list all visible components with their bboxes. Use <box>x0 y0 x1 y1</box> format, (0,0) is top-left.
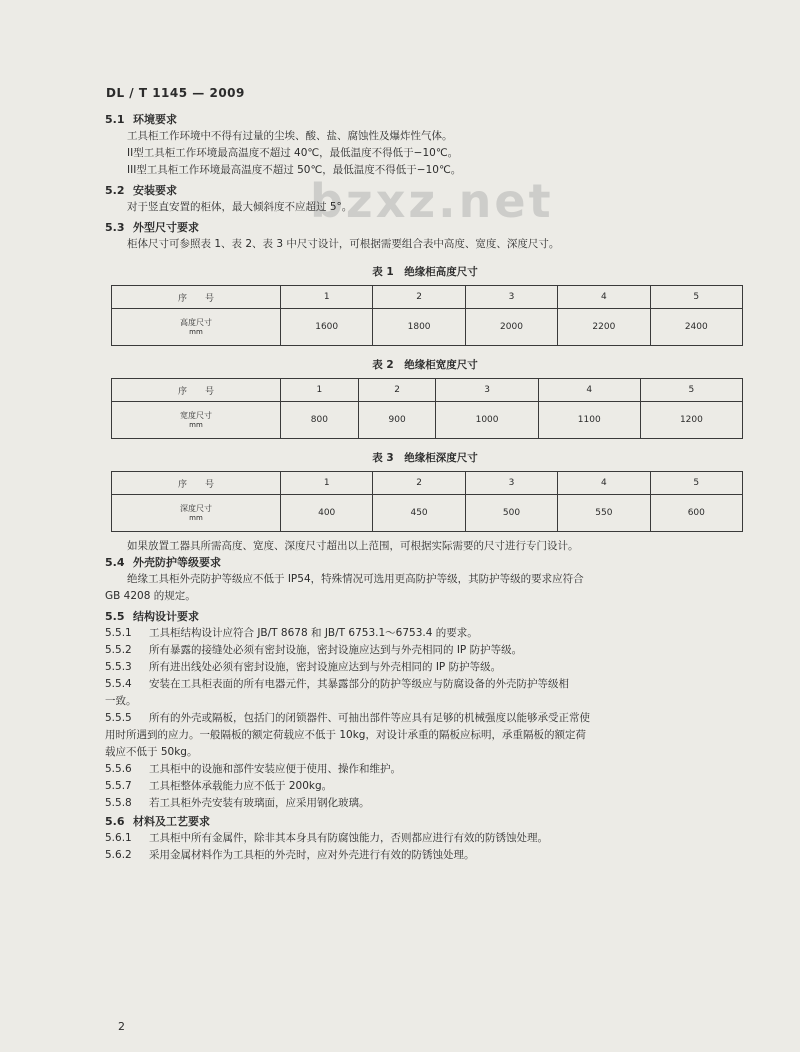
clause-continuation: 载应不低于 50kg。 <box>105 746 198 758</box>
section-number: 5.1 <box>105 113 125 126</box>
table-cell: 1800 <box>373 309 465 346</box>
table-header-cell: 1 <box>281 286 373 309</box>
section-heading <box>105 555 745 571</box>
section-number: 5.2 <box>105 184 125 197</box>
table-header-cell: 2 <box>373 286 465 309</box>
paragraph: III型工具柜工作环境最高温度不超过 50℃，最低温度不得低于−10℃。 <box>127 164 462 176</box>
clause <box>105 710 745 727</box>
clause-text: 工具柜中所有金属件，除非其本身具有防腐蚀能力，否则都应进行有效的防锈蚀处理。 <box>149 832 548 844</box>
table-header-cell: 1 <box>281 379 359 402</box>
table-cell: 800 <box>281 402 359 439</box>
table-row <box>112 402 743 439</box>
clause-number: 5.5.8 <box>105 797 132 809</box>
clause-text: 安装在工具柜表面的所有电器元件，其暴露部分的防护等级应与防腐设备的外壳防护等级相 <box>149 678 569 690</box>
section-title: 材料及工艺要求 <box>133 815 210 828</box>
clause-text: 若工具柜外壳安装有玻璃面，应采用钢化玻璃。 <box>149 797 370 809</box>
section-heading <box>105 814 745 830</box>
table-cell: 450 <box>373 495 465 532</box>
clause-number: 5.5.1 <box>105 627 132 639</box>
section-number: 5.6 <box>105 815 125 828</box>
paragraph: II型工具柜工作环境最高温度不超过 40℃，最低温度不得低于−10℃。 <box>127 147 459 159</box>
clause <box>105 659 745 676</box>
unit-text: mm <box>189 513 203 522</box>
clause-text: 所有进出线处必须有密封设施，密封设施应达到与外壳相同的 IP 防护等级。 <box>149 661 502 673</box>
table-row-label <box>112 402 281 439</box>
section-heading <box>105 220 745 236</box>
section-title: 外壳防护等级要求 <box>133 556 221 569</box>
table-cell: 1000 <box>436 402 538 439</box>
table-header-cell: 3 <box>436 379 538 402</box>
unit-text: mm <box>189 327 203 336</box>
table-cell: 2000 <box>465 309 557 346</box>
row-label-text: 深度尺寸 <box>180 503 212 513</box>
section-number: 5.5 <box>105 610 125 623</box>
table-header-cell: 序 号 <box>112 286 281 309</box>
section-title: 环境要求 <box>133 113 177 126</box>
clause-text: 工具柜整体承载能力应不低于 200kg。 <box>149 780 333 792</box>
clause <box>105 847 745 864</box>
table-cell: 500 <box>465 495 557 532</box>
table-header-cell: 2 <box>358 379 436 402</box>
table-header-row <box>112 472 743 495</box>
clause-number: 5.5.4 <box>105 678 132 690</box>
section-number: 5.3 <box>105 221 125 234</box>
table-row-label <box>112 495 281 532</box>
clause <box>105 795 745 812</box>
table-header-cell: 5 <box>640 379 742 402</box>
clause-text: 所有的外壳或隔板，包括门的闭锁器件、可抽出部件等应具有足够的机械强度以能够承受正常使 <box>149 712 590 724</box>
section-heading <box>105 183 745 199</box>
paragraph: 工具柜工作环境中不得有过量的尘埃、酸、盐、腐蚀性及爆炸性气体。 <box>127 130 453 142</box>
table-cell: 1600 <box>281 309 373 346</box>
document-id-header: DL / T 1145 — 2009 <box>106 86 245 100</box>
table-header-cell: 4 <box>538 379 640 402</box>
clause-number: 5.5.5 <box>105 712 132 724</box>
clause-number: 5.5.2 <box>105 644 132 656</box>
clause <box>105 778 745 795</box>
width-table <box>111 378 743 439</box>
section-title: 外型尺寸要求 <box>133 221 199 234</box>
table-header-cell: 4 <box>558 286 650 309</box>
table-caption: 表 2 绝缘柜宽度尺寸 <box>372 359 478 371</box>
table-cell: 550 <box>558 495 650 532</box>
table-header-cell: 4 <box>558 472 650 495</box>
table-header-cell: 3 <box>465 286 557 309</box>
clause-text: 工具柜结构设计应符合 JB/T 8678 和 JB/T 6753.1～6753.4 的要求。 <box>149 627 478 639</box>
clause <box>105 642 745 659</box>
section-title: 结构设计要求 <box>133 610 199 623</box>
table-cell: 1200 <box>640 402 742 439</box>
paragraph: 对于竖直安置的柜体，最大倾斜度不应超过 5°。 <box>127 201 353 213</box>
table-header-cell: 1 <box>281 472 373 495</box>
table-row <box>112 309 743 346</box>
clause-continuation: 用时所遇到的应力。一般隔板的额定荷载应不低于 10kg，对设计承重的隔板应标明，承重隔板的额定荷 <box>105 729 586 741</box>
clause-number: 5.5.7 <box>105 780 132 792</box>
table-cell: 2400 <box>650 309 742 346</box>
table-header-cell: 3 <box>465 472 557 495</box>
table-cell: 900 <box>358 402 436 439</box>
height-table <box>111 285 743 346</box>
paragraph: GB 4208 的规定。 <box>105 590 196 602</box>
clause-text: 所有暴露的接缝处必须有密封设施，密封设施应达到与外壳相同的 IP 防护等级。 <box>149 644 523 656</box>
clause-number: 5.5.3 <box>105 661 132 673</box>
table-header-cell: 序 号 <box>112 379 281 402</box>
clause-number: 5.6.1 <box>105 832 132 844</box>
section-title: 安装要求 <box>133 184 177 197</box>
clause <box>105 761 745 778</box>
paragraph: 绝缘工具柜外壳防护等级应不低于 IP54，特殊情况可选用更高防护等级，其防护等级的要求应符合 <box>127 573 584 585</box>
clause-continuation: 一致。 <box>105 695 137 707</box>
section-number: 5.4 <box>105 556 125 569</box>
table-caption: 表 1 绝缘柜高度尺寸 <box>372 266 478 278</box>
table-header-cell: 5 <box>650 286 742 309</box>
watermark: bzxz.net <box>310 174 554 228</box>
table-header-cell: 序 号 <box>112 472 281 495</box>
clause-text: 工具柜中的设施和部件安装应便于使用、操作和维护。 <box>149 763 401 775</box>
table-cell: 2200 <box>558 309 650 346</box>
table-row-label <box>112 309 281 346</box>
row-label-text: 宽度尺寸 <box>180 410 212 420</box>
paragraph: 柜体尺寸可参照表 1、表 2、表 3 中尺寸设计，可根据需要组合表中高度、宽度、深度尺寸。 <box>127 238 560 250</box>
clause-text: 采用金属材料作为工具柜的外壳时，应对外壳进行有效的防锈蚀处理。 <box>149 849 475 861</box>
table-header-row <box>112 379 743 402</box>
paragraph: 如果放置工器具所需高度、宽度、深度尺寸超出以上范围，可根据实际需要的尺寸进行专门设计。 <box>127 540 579 552</box>
table-cell: 600 <box>650 495 742 532</box>
table-caption: 表 3 绝缘柜深度尺寸 <box>372 452 478 464</box>
table-header-cell: 5 <box>650 472 742 495</box>
clause-number: 5.6.2 <box>105 849 132 861</box>
table-header-row <box>112 286 743 309</box>
table-cell: 400 <box>281 495 373 532</box>
clause <box>105 625 745 642</box>
depth-table <box>111 471 743 532</box>
clause <box>105 676 745 693</box>
page-number: 2 <box>118 1020 125 1033</box>
section-heading <box>105 609 745 625</box>
unit-text: mm <box>189 420 203 429</box>
page-content <box>105 110 745 864</box>
table-row <box>112 495 743 532</box>
clause-number: 5.5.6 <box>105 763 132 775</box>
row-label-text: 高度尺寸 <box>180 317 212 327</box>
clause <box>105 830 745 847</box>
table-header-cell: 2 <box>373 472 465 495</box>
section-heading <box>105 112 745 128</box>
table-cell: 1100 <box>538 402 640 439</box>
